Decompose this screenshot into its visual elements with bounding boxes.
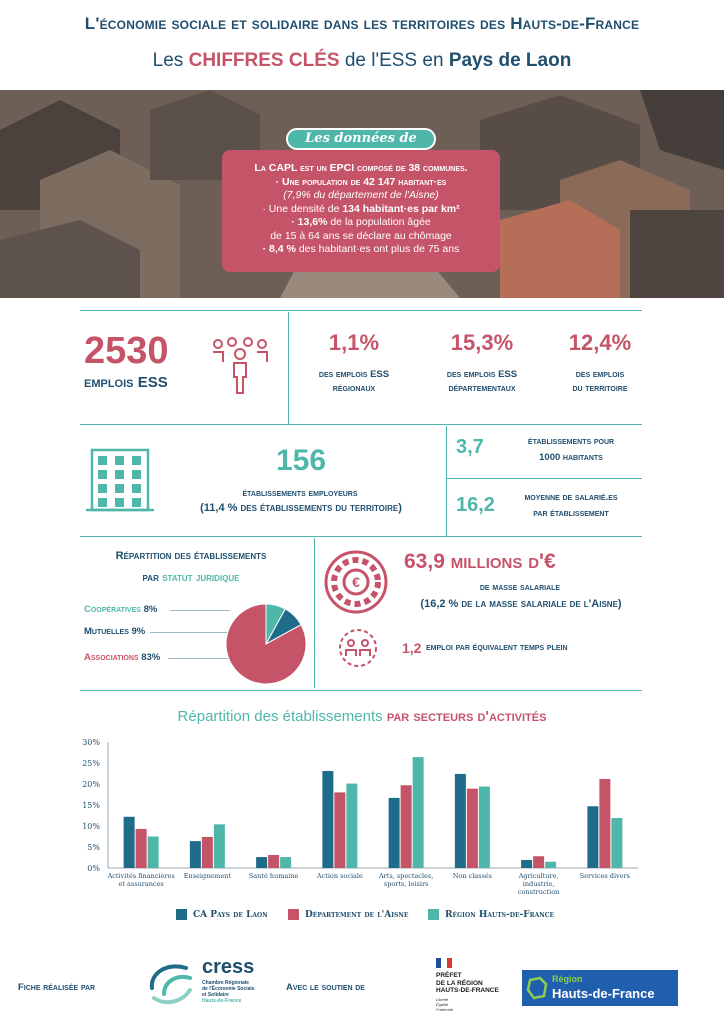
context-line-7: · 8,4 % des habitant·es ont plus de 75 ans bbox=[262, 243, 460, 255]
cress-logo-icon bbox=[146, 960, 196, 1006]
x-tick-label: Santé humaine bbox=[248, 872, 299, 880]
legend-item-laon: CA Pays de Laon bbox=[176, 909, 268, 920]
leader-line bbox=[150, 632, 230, 633]
bar bbox=[599, 779, 610, 868]
y-tick-label: 20% bbox=[82, 780, 100, 789]
etablissements-sub: (11,4 % des établissements du territoire) bbox=[200, 502, 402, 514]
bar bbox=[190, 841, 201, 868]
context-line-6: de 15 à 64 ans se déclare au chômage bbox=[270, 229, 452, 242]
y-tick-label: 0% bbox=[87, 864, 100, 873]
context-line-1: La CAPL est un EPCI composé de 38 communes. bbox=[254, 162, 468, 174]
bar bbox=[346, 784, 357, 868]
legend-swatch bbox=[176, 909, 187, 920]
bar bbox=[214, 824, 225, 868]
x-tick-label: Services divers bbox=[579, 872, 630, 880]
masse-label: de masse salariale bbox=[479, 582, 561, 593]
y-tick-label: 10% bbox=[82, 822, 100, 831]
etp-label: emploi par équivalent temps plein bbox=[426, 642, 568, 653]
etp-people-icon bbox=[336, 626, 380, 670]
repartition-subtitle: par statut juridique bbox=[142, 570, 240, 584]
ratio1-label: établissements pour 1000 habitants bbox=[527, 436, 615, 463]
bar bbox=[202, 837, 213, 868]
legend-item-region: Région Hauts-de-France bbox=[428, 909, 554, 920]
emplois-value: 2530 bbox=[84, 330, 169, 372]
divider bbox=[80, 310, 642, 311]
page-title: L'économie sociale et solidaire dans les territoires des Hauts-de-France bbox=[84, 14, 640, 33]
bar bbox=[401, 785, 412, 868]
divider bbox=[80, 536, 642, 537]
prefet-motto: Liberté Égalité Fraternité bbox=[436, 997, 454, 1012]
divider bbox=[80, 690, 642, 691]
bar bbox=[268, 855, 279, 868]
building-icon bbox=[84, 446, 156, 516]
bar bbox=[136, 829, 147, 868]
pie-label-mutuelles: Mutuelles 9% bbox=[84, 626, 146, 637]
divider-vertical bbox=[314, 538, 315, 688]
cress-subtitle: Chambre Régionale de l'Économie Sociale et Solidaire Hauts-de-France bbox=[202, 980, 255, 1004]
region-logo bbox=[522, 970, 678, 1006]
people-icon bbox=[210, 336, 270, 396]
y-tick-label: 15% bbox=[82, 801, 100, 810]
divider-vertical bbox=[446, 426, 447, 536]
divider bbox=[446, 478, 642, 479]
x-tick-label: et assurances bbox=[118, 880, 164, 888]
bar bbox=[389, 798, 400, 868]
x-tick-label: Activités financières bbox=[107, 872, 175, 880]
x-tick-label: construction bbox=[517, 888, 560, 896]
context-line-5: · 13,6% de la population âgée bbox=[291, 216, 431, 228]
bar bbox=[280, 857, 291, 868]
bar bbox=[124, 817, 135, 868]
x-tick-label: industrie, bbox=[522, 880, 555, 888]
x-tick-label: Agriculture, bbox=[518, 872, 559, 880]
pie-label-associations: Associations 83% bbox=[84, 652, 161, 663]
bar bbox=[334, 792, 345, 868]
bar-chart-legend bbox=[176, 909, 576, 923]
y-tick-label: 30% bbox=[82, 738, 100, 747]
euro-symbol: € bbox=[352, 574, 360, 590]
bar bbox=[479, 787, 490, 868]
bar bbox=[413, 757, 424, 868]
leader-line bbox=[170, 610, 230, 611]
x-tick-label: Arts, spectacles, bbox=[378, 872, 434, 880]
y-tick-label: 5% bbox=[87, 843, 100, 852]
leader-line bbox=[168, 658, 228, 659]
bar bbox=[521, 860, 532, 868]
bar bbox=[455, 774, 466, 868]
made-by-label: Fiche réalisée par bbox=[18, 982, 96, 993]
bar bbox=[533, 856, 544, 868]
region-label-1: Région bbox=[552, 974, 583, 984]
x-tick-label: Non classés bbox=[452, 872, 493, 880]
bar bbox=[587, 806, 598, 868]
bar bbox=[467, 789, 478, 868]
legend-item-aisne: Département de l'Aisne bbox=[288, 909, 408, 920]
support-label: Avec le soutien de bbox=[286, 982, 365, 993]
x-tick-label: Action sociale bbox=[316, 872, 363, 880]
ratio2-value: 16,2 bbox=[456, 494, 495, 516]
region-label-2: Hauts-de-France bbox=[552, 986, 655, 1001]
context-tag: Les données de bbox=[286, 128, 436, 150]
stat-territoire: 12,4% des emplois du territoire bbox=[568, 330, 632, 394]
subtitle-pre: Les bbox=[152, 50, 184, 71]
bar bbox=[148, 837, 159, 869]
divider bbox=[80, 424, 642, 425]
etp-value: 1,2 bbox=[402, 640, 422, 656]
bar-chart-title: Répartition des établissements par secteurs d'activités bbox=[177, 708, 547, 725]
divider-vertical bbox=[288, 312, 289, 424]
legend-swatch bbox=[288, 909, 299, 920]
context-line-4: · Une densité de 134 habitant·es par km² bbox=[262, 202, 460, 215]
money-wheel-icon bbox=[322, 548, 390, 616]
prefet-block: PRÉFET DE LA RÉGION HAUTS-DE-FRANCE bbox=[436, 972, 499, 994]
context-box bbox=[222, 150, 500, 272]
stat-regional: 1,1% des emplois ESS régionaux bbox=[318, 330, 390, 394]
legend-swatch bbox=[428, 909, 439, 920]
bar bbox=[256, 857, 267, 868]
pie-chart bbox=[224, 602, 308, 686]
subtitle-place: Pays de Laon bbox=[448, 50, 572, 71]
context-line-3: (7,9% du département de l'Aisne) bbox=[283, 189, 439, 201]
etablissements-label: établissements employeurs bbox=[242, 488, 358, 499]
x-tick-label: sports, loisirs bbox=[383, 880, 429, 888]
subtitle-key: CHIFFRES CLÉS bbox=[188, 50, 340, 71]
bar bbox=[545, 862, 556, 868]
bar bbox=[611, 818, 622, 868]
stat-departemental: 15,3% des emplois ESS départementaux bbox=[446, 330, 518, 394]
pie-label-cooperatives: Coopératives 8% bbox=[84, 604, 158, 615]
region-map-icon bbox=[526, 976, 548, 1000]
bar bbox=[322, 771, 333, 868]
subtitle-mid: de l'ESS en bbox=[344, 50, 444, 71]
y-tick-label: 25% bbox=[82, 759, 100, 768]
emplois-label: emplois ESS bbox=[84, 374, 168, 391]
ratio1-value: 3,7 bbox=[456, 436, 484, 458]
repartition-title: Répartition des établissements bbox=[115, 550, 267, 562]
cress-name: cress bbox=[202, 956, 255, 978]
masse-value: 63,9 millions d'€ bbox=[404, 550, 556, 573]
masse-sub: (16,2 % de la masse salariale de l'Aisne) bbox=[420, 598, 622, 610]
context-line-2: · Une population de 42 147 habitant·es bbox=[275, 175, 447, 188]
ratio2-label: moyenne de salarié.es par établissement bbox=[524, 492, 618, 519]
sector-bar-chart bbox=[80, 736, 650, 906]
page-subtitle bbox=[0, 50, 724, 72]
x-tick-label: Enseignement bbox=[183, 872, 231, 880]
etablissements-value: 156 bbox=[275, 444, 327, 477]
marianne-flag-icon bbox=[436, 958, 452, 968]
